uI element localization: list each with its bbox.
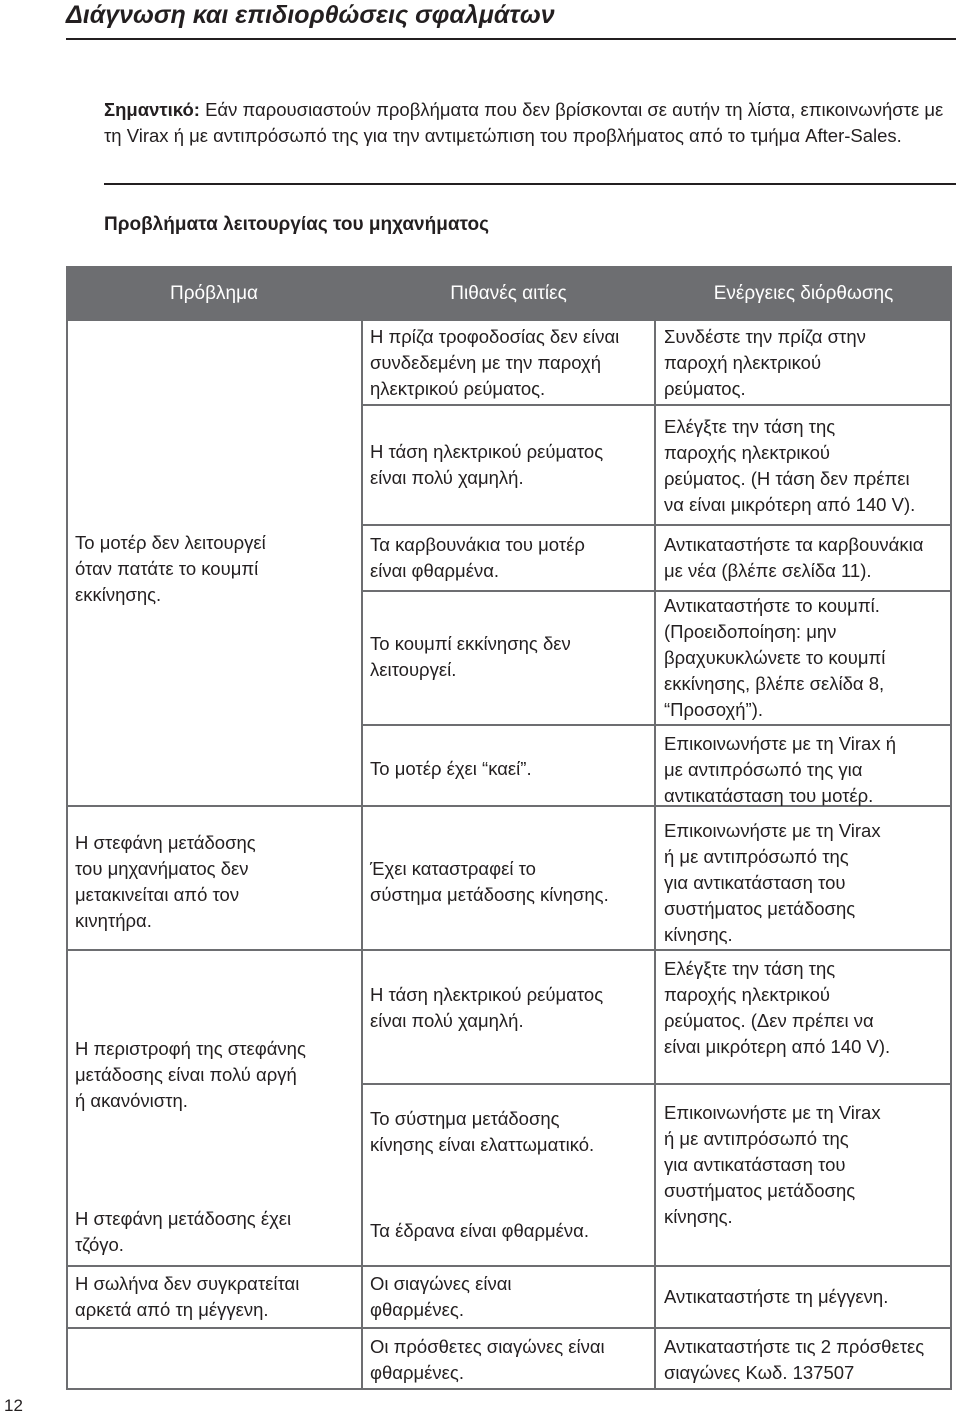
row-divider	[66, 949, 362, 951]
row-divider	[655, 1083, 952, 1085]
section-title: Προβλήματα λειτουργίας του μηχανήματος	[104, 214, 489, 235]
problem-cell: Η στεφάνη μετάδοσης έχει τζόγο.	[75, 1208, 292, 1255]
cause-cell: Το σύστημα μετάδοσης κίνησης είναι ελαττωματικό.	[370, 1108, 595, 1155]
important-notice	[104, 97, 954, 149]
row-divider	[362, 590, 655, 592]
row-divider	[655, 524, 952, 526]
row-divider	[655, 724, 952, 726]
notice-divider	[104, 183, 956, 185]
row-divider	[655, 404, 952, 406]
page-number: 12	[4, 1396, 23, 1415]
cause-cell: Τα καρβουνάκια του μοτέρ είναι φθαρμένα.	[370, 534, 585, 581]
row-divider	[66, 1327, 362, 1329]
row-divider	[362, 805, 655, 807]
row-divider	[655, 1265, 952, 1267]
cause-cell: Έχει καταστραφεί το σύστημα μετάδοσης κίνησης.	[370, 858, 609, 905]
problem-cell: Η περιστροφή της στεφάνης μετάδοσης είναι πολύ αργή ή ακανόνιστη.	[75, 1038, 306, 1111]
row-divider	[362, 1327, 655, 1329]
row-divider	[362, 949, 655, 951]
cause-cell: Η πρίζα τροφοδοσίας δεν είναι συνδεδεμένη με την παροχή ηλεκτρικού ρεύματος.	[370, 326, 620, 399]
header-problem: Πρόβλημα	[169, 283, 259, 304]
row-divider	[362, 1265, 655, 1267]
row-divider	[362, 404, 655, 406]
cause-cell: Οι σιαγώνες είναι φθαρμένες.	[370, 1273, 512, 1320]
problem-cell: Το μοτέρ δεν λειτουργεί όταν πατάτε το κουμπί εκκίνησης.	[75, 532, 266, 605]
header-actions: Ενέργειες διόρθωσης	[713, 283, 894, 304]
row-divider	[362, 1083, 655, 1085]
cause-cell: Τα έδρανα είναι φθαρμένα.	[370, 1220, 590, 1241]
row-divider	[66, 805, 362, 807]
problem-cell: Η σωλήνα δεν συγκρατείται αρκετά από τη μέγγενη.	[75, 1273, 300, 1320]
cause-cell: Το κουμπί εκκίνησης δεν λειτουργεί.	[370, 633, 571, 680]
problem-cell: Η στεφάνη μετάδοσης του μηχανήματος δεν μετακινείται από τον κινητήρα.	[75, 832, 256, 931]
action-cell: Αντικαταστήστε τη μέγγενη.	[664, 1286, 889, 1307]
action-cell: Αντικαταστήστε το κουμπί. (Προειδοποίηση: μην βραχυκυκλώνετε το κουμπί εκκίνησης, βλέπε σελίδα 8, “Προσοχή”).	[664, 595, 886, 720]
row-divider	[655, 949, 952, 951]
header-causes: Πιθανές αιτίες	[450, 283, 567, 304]
title-divider	[66, 38, 956, 40]
cause-cell: Η τάση ηλεκτρικού ρεύματος είναι πολύ χαμηλή.	[370, 984, 604, 1031]
cause-cell: Οι πρόσθετες σιαγώνες είναι φθαρμένες.	[370, 1336, 605, 1383]
row-divider	[655, 590, 952, 592]
cause-cell: Το μοτέρ έχει “καεί”.	[370, 758, 532, 779]
notice-text: Εάν παρουσιαστούν προβλήματα που δεν βρίσκονται σε αυτήν τη λίστα, επικοινωνήστε με τη Virax ή με αντιπρόσωπό της για την αντιμετώπιση του προβλήματος από το τμήμα After-Sales.	[104, 99, 944, 146]
action-cell: Ελέγξτε την τάση της παροχής ηλεκτρικού ρεύματος. (Η τάση δεν πρέπει να είναι μικρότερη από 140 V).	[664, 416, 916, 515]
action-cell: Αντικαταστήστε τις 2 πρόσθετες σιαγώνες Κωδ. 137507	[664, 1336, 925, 1383]
page-title: Διάγνωση και επιδιορθώσεις σφαλμάτων	[66, 1, 555, 29]
row-divider	[655, 1327, 952, 1329]
action-cell: Συνδέστε την πρίζα στην παροχή ηλεκτρικού ρεύματος.	[664, 326, 866, 399]
row-divider	[362, 524, 655, 526]
column-divider	[654, 321, 656, 1390]
row-divider	[362, 724, 655, 726]
action-cell: Ελέγξτε την τάση της παροχής ηλεκτρικού ρεύματος. (Δεν πρέπει να είναι μικρότερη από 140 V).	[664, 958, 891, 1057]
action-cell: Αντικαταστήστε τα καρβουνάκια με νέα (βλέπε σελίδα 11).	[664, 534, 924, 581]
column-divider	[361, 321, 363, 1390]
row-divider	[66, 1265, 362, 1267]
notice-label: Σημαντικό:	[104, 99, 200, 120]
action-cell: Επικοινωνήστε με τη Virax ή με αντιπρόσωπό της για αντικατάσταση του συστήματος μετάδοσης κίνησης.	[664, 820, 881, 945]
action-cell: Επικοινωνήστε με τη Virax ή με αντιπρόσωπό της για αντικατάσταση του μοτέρ.	[664, 733, 897, 806]
cause-cell: Η τάση ηλεκτρικού ρεύματος είναι πολύ χαμηλή.	[370, 441, 604, 488]
action-cell: Επικοινωνήστε με τη Virax ή με αντιπρόσωπό της για αντικατάσταση του συστήματος μετάδοσης κίνησης.	[664, 1102, 881, 1227]
